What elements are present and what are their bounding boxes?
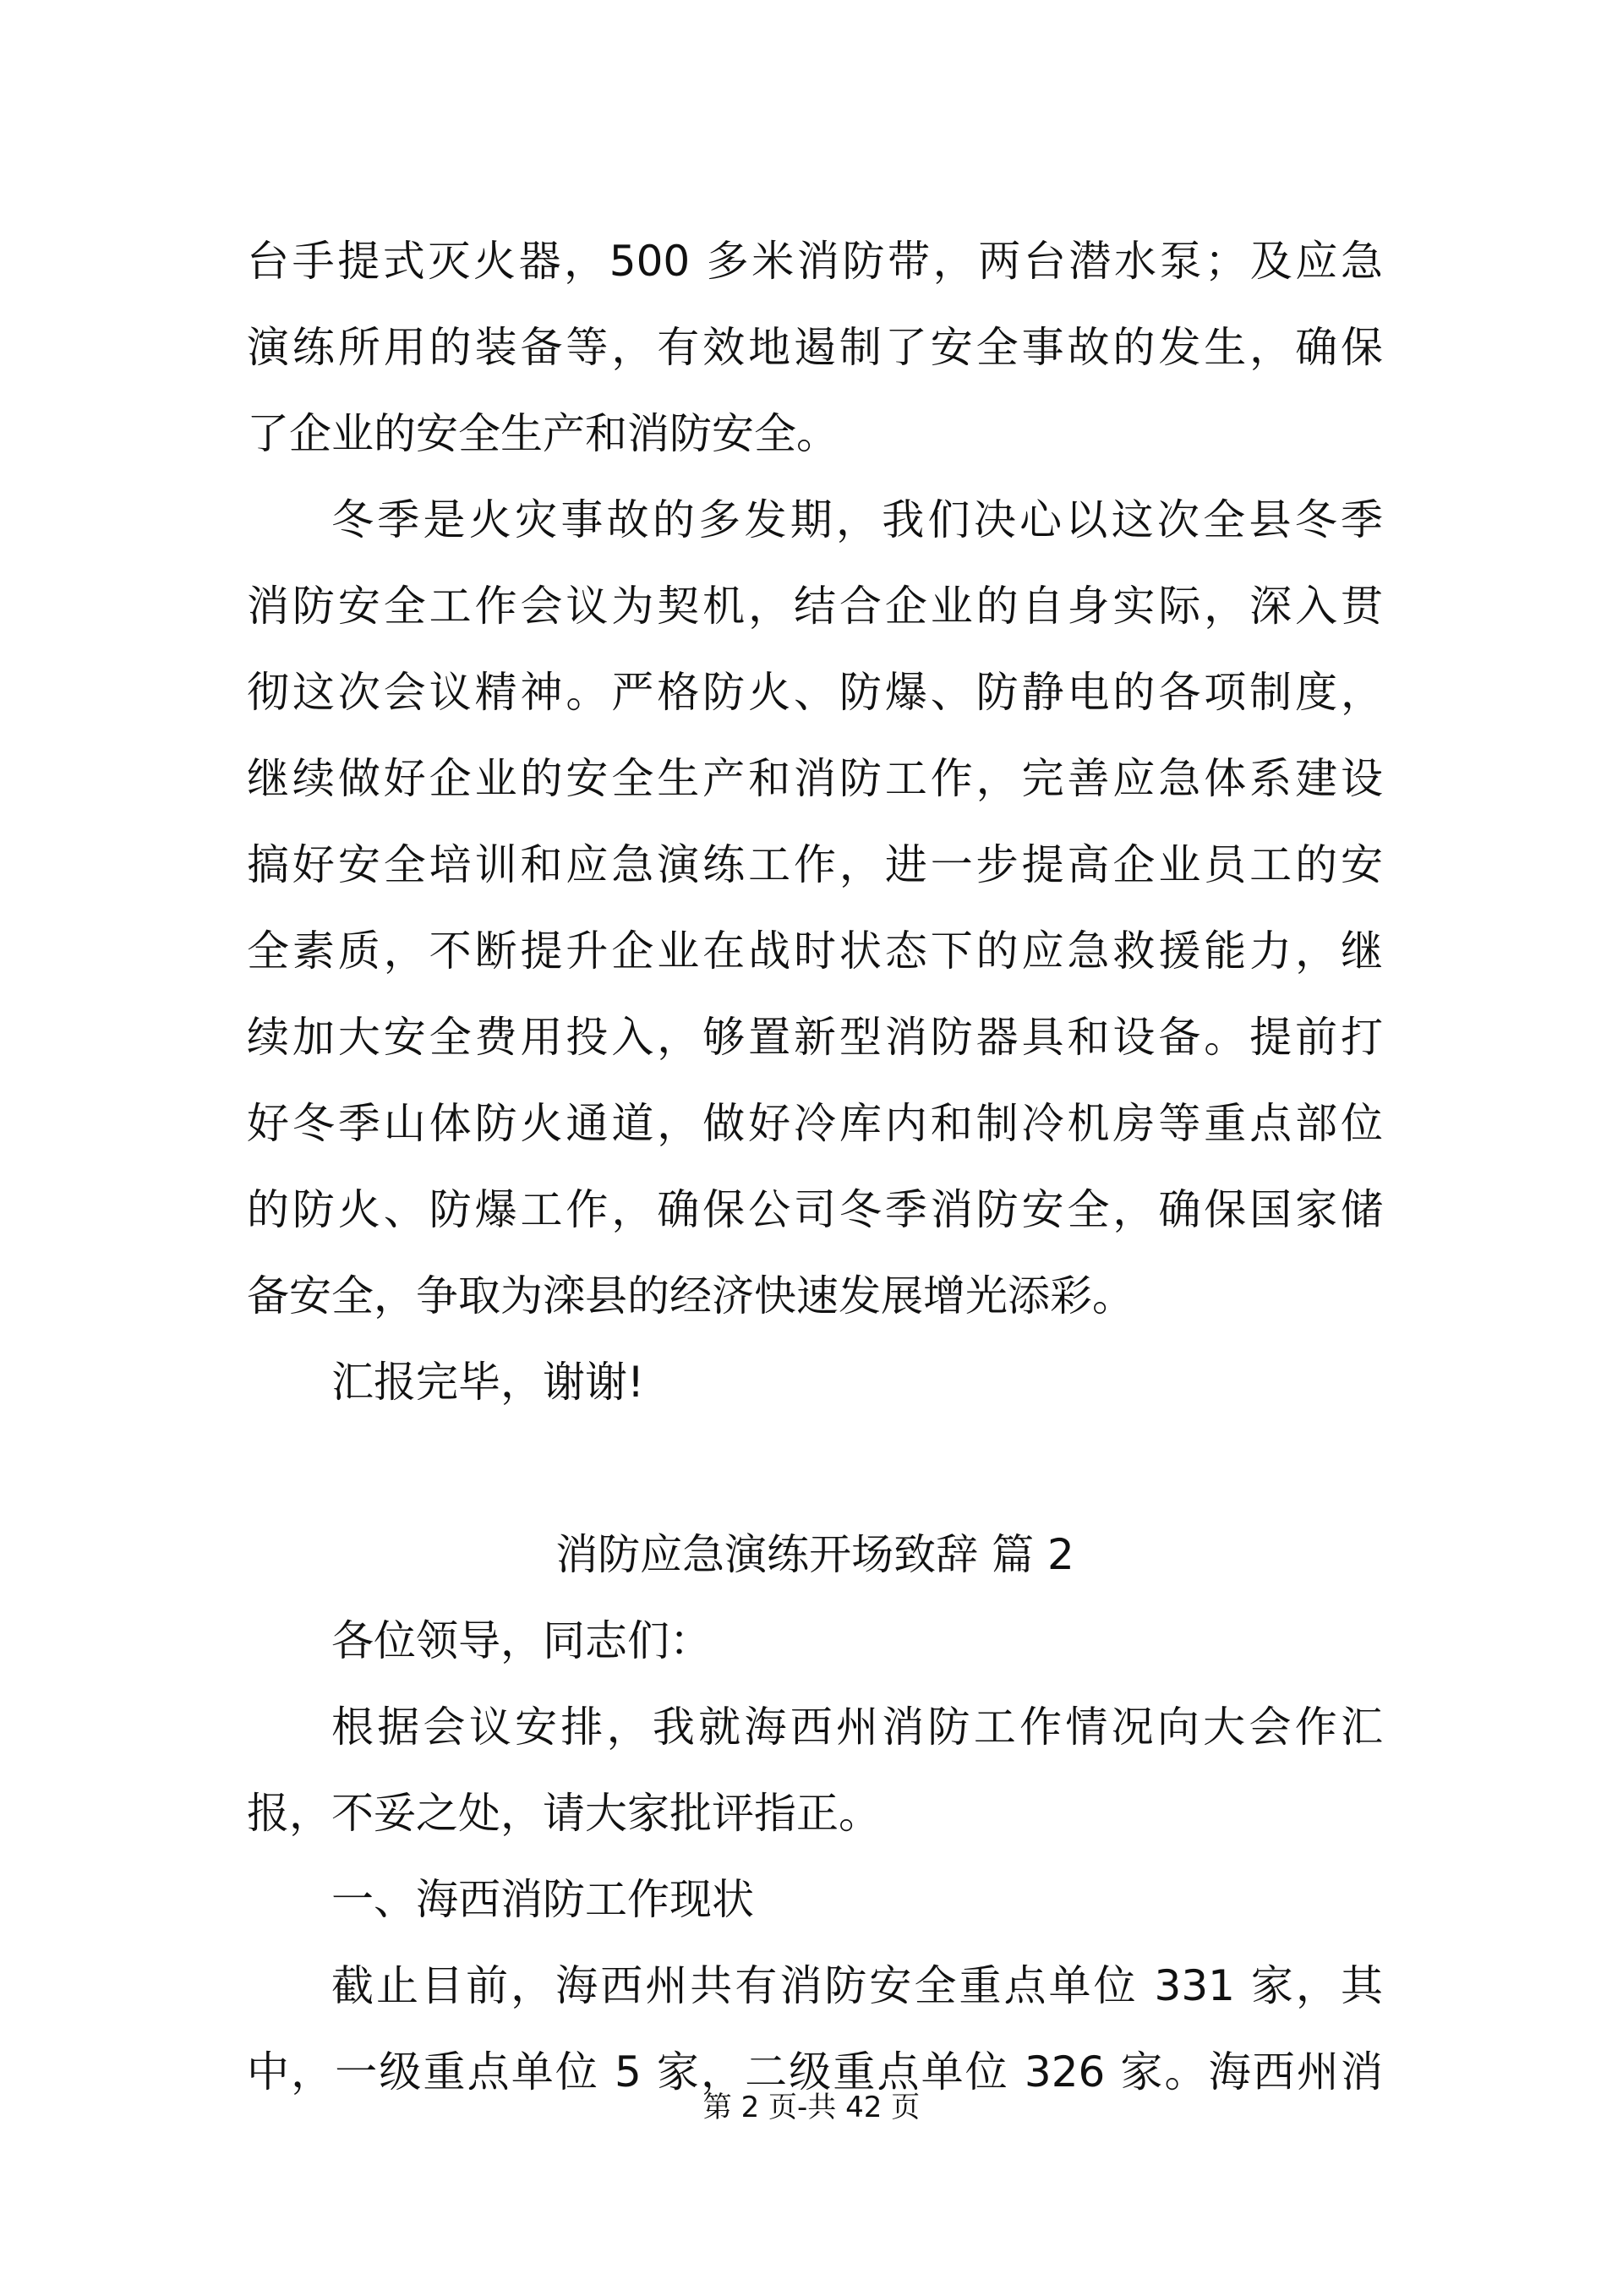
document-body <box>247 218 1383 2115</box>
salutation-line: 各位领导，同志们： <box>331 1616 712 1665</box>
section-heading: 消防应急演练开场致辞 篇 2 <box>555 1530 1074 1579</box>
text-line: 好冬季山体防火通道，做好冷库内和制冷机房等重点部位 <box>247 1099 1383 1148</box>
closing-line: 汇报完毕，谢谢! <box>331 1358 645 1407</box>
text-line: 搞好安全培训和应急演练工作，进一步提高企业员工的安 <box>247 840 1383 889</box>
text-line: 中，一级重点单位 5 家，二级重点单位 326 家。海西州消 <box>247 2047 1383 2096</box>
text-line: 备安全，争取为滦县的经济快速发展增光添彩。 <box>247 1271 1134 1320</box>
blank-gap <box>247 1425 1383 1512</box>
text-line: 消防安全工作会议为契机，结合企业的自身实际，深入贯 <box>247 582 1383 631</box>
paragraph-start-line: 截止目前，海西州共有消防安全重点单位 331 家，其 <box>331 1961 1383 2010</box>
text-line: 彻这次会议精神。严格防火、防爆、防静电的各项制度， <box>247 668 1383 717</box>
text-line: 全素质，不断提升企业在战时状态下的应急救援能力，继 <box>247 927 1383 976</box>
paragraph-start-line: 根据会议安排，我就海西州消防工作情况向大会作汇 <box>331 1703 1383 1752</box>
subheading-line: 一、海西消防工作现状 <box>331 1875 754 1924</box>
text-line: 了企业的安全生产和消防安全。 <box>247 409 839 458</box>
text-line: 的防火、防爆工作，确保公司冬季消防安全，确保国家储 <box>247 1185 1383 1234</box>
text-line: 台手提式灭火器，500 多米消防带，两台潜水泵；及应急 <box>247 237 1383 286</box>
text-line: 继续做好企业的安全生产和消防工作，完善应急体系建设 <box>247 754 1383 803</box>
text-line: 续加大安全费用投入，够置新型消防器具和设备。提前打 <box>247 1013 1383 1062</box>
page-number-footer: 第 2 页-共 42 页 <box>702 2091 921 2124</box>
paragraph-start-line: 冬季是火灾事故的多发期，我们决心以这次全县冬季 <box>331 495 1383 544</box>
text-line: 演练所用的装备等，有效地遏制了安全事故的发生，确保 <box>247 323 1383 372</box>
text-line: 报，不妥之处，请大家批评指正。 <box>247 1789 881 1838</box>
